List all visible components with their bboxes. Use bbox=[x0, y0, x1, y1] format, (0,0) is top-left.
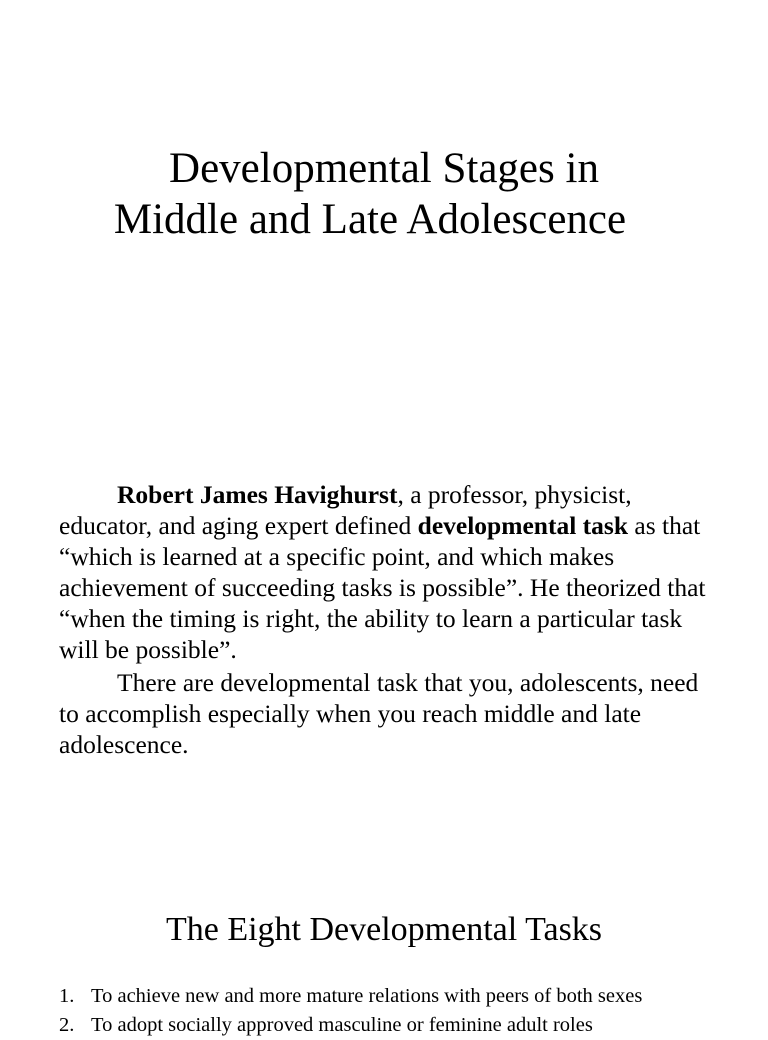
list-item-number: 1. bbox=[59, 985, 75, 1007]
list-item bbox=[59, 1011, 739, 1040]
task-list bbox=[59, 982, 739, 1040]
author-name: Robert James Havighurst bbox=[117, 480, 398, 509]
list-item-text: To adopt socially approved masculine or feminine adult roles bbox=[91, 1014, 593, 1036]
developmental-task-term: developmental task bbox=[417, 511, 629, 540]
section-heading: The Eight Developmental Tasks bbox=[165, 911, 603, 948]
paragraph-text-b: as that “which is learned at a specific point, and which makes achievement of succeeding tasks is possible”. He theorized that “when the timing is right, the ability to learn a particular task will be possible”. bbox=[59, 511, 706, 664]
paragraph-text-a: , a professor, physicist, educator, and aging expert defined bbox=[59, 480, 632, 540]
title-line-1: Developmental Stages in bbox=[169, 145, 599, 192]
list-item-number: 2. bbox=[59, 1014, 75, 1036]
paragraph-developmental-tasks: There are developmental task that you, adolescents, need to accomplish especially when you reach middle and late adolescence. bbox=[59, 668, 699, 759]
list-item-text: To achieve new and more mature relations with peers of both sexes bbox=[91, 985, 643, 1007]
paragraph-havighurst bbox=[59, 479, 719, 665]
title-line-2: Middle and Late Adolescence bbox=[113, 196, 627, 243]
page-title bbox=[0, 143, 768, 245]
list-item bbox=[59, 982, 739, 1011]
body-text bbox=[59, 479, 719, 760]
